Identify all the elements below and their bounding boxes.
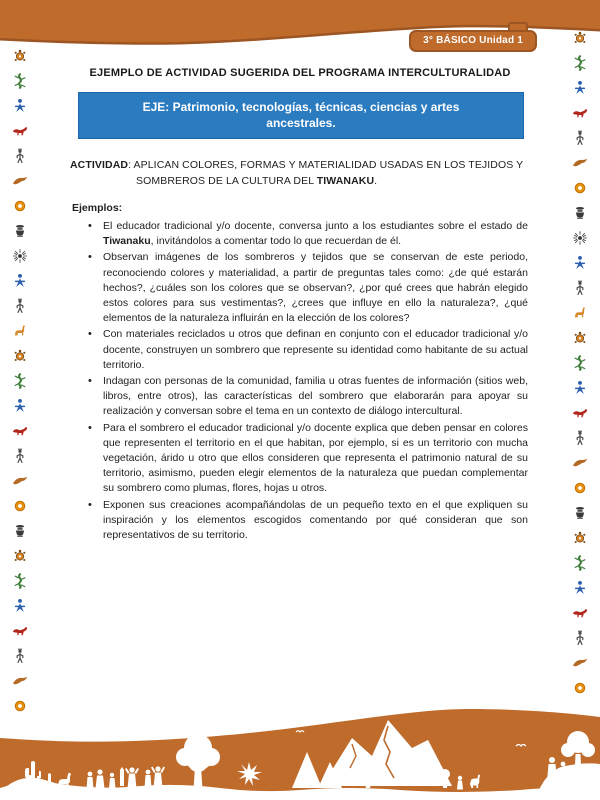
actividad-line: ACTIVIDAD: APLICAN COLORES, FORMAS Y MATERIALIDAD USADAS EN LOS TEJIDOS Y SOMBREROS DE LA CULTURA DEL TIWANAKU.: [70, 159, 524, 187]
figure-icon: [12, 98, 28, 114]
figure-icon: [12, 598, 28, 614]
figure-icon: [572, 255, 588, 271]
person-icon: [12, 648, 28, 664]
turtle-icon: [572, 30, 588, 46]
document-body: [72, 66, 528, 544]
turtle-icon: [12, 348, 28, 364]
flower-icon: [572, 480, 588, 496]
unit-badge: 3° BÁSICO Unidad 1: [409, 30, 537, 52]
condor-icon: [572, 655, 588, 671]
llama-icon: [572, 305, 588, 321]
person-icon: [572, 630, 588, 646]
person-icon: [572, 130, 588, 146]
sun-icon: [572, 230, 588, 246]
lizard-icon: [12, 373, 28, 389]
figure-icon: [572, 580, 588, 596]
right-border-icons: [569, 30, 591, 696]
condor-icon: [572, 455, 588, 471]
turtle-icon: [12, 548, 28, 564]
figure-icon: [12, 273, 28, 289]
list-item: • Con materiales reciclados u otros que definan en conjunto con el educador tradicional y/o docente, construyen un sombrero que represente su identidad como habitante de su actual territorio.: [86, 327, 528, 373]
person-icon: [12, 298, 28, 314]
figure-icon: [572, 80, 588, 96]
turtle-icon: [572, 330, 588, 346]
flower-icon: [572, 680, 588, 696]
lizard-icon: [572, 55, 588, 71]
condor-icon: [572, 155, 588, 171]
flower-icon: [12, 498, 28, 514]
lizard-icon: [12, 73, 28, 89]
turtle-icon: [12, 48, 28, 64]
examples-list: [72, 219, 528, 543]
list-item: • Exponen sus creaciones acompañándolas de un pequeño texto en el que expliquen su inspiración y los elementos escogidos comentando por qué consideran que son representativos de su territorio.: [86, 498, 528, 544]
vase-icon: [572, 505, 588, 521]
sun-icon: [12, 248, 28, 264]
vase-icon: [12, 223, 28, 239]
turtle-icon: [572, 530, 588, 546]
llama-icon: [12, 323, 28, 339]
list-item: • Indagan con personas de la comunidad, familia u otras fuentes de información (sitios web, libros, entre otros), las características del sombrero que elaborarán para apoyar su realización y conversan sobre el tema en un contexto de diálogo intercultural.: [86, 374, 528, 420]
fox-icon: [572, 405, 588, 421]
left-border-icons: [9, 48, 31, 714]
fox-icon: [572, 605, 588, 621]
vase-icon: [572, 205, 588, 221]
eje-heading-box: EJE: Patrimonio, tecnologías, técnicas, ciencias y artes ancestrales.: [78, 92, 524, 139]
flower-icon: [12, 198, 28, 214]
list-item: • Observan imágenes de los sombreros y tejidos que se conservan de este periodo, reconociendo colores y materialidad, a partir de preguntas tales como: ¿de qué estarán hechos?, ¿cuáles son los colores que se observan?, ¿por qué crees que habrán elegido estos colores para sus vestimentas?, ¿crees que influye en ello la naturaleza?, ¿qué elementos de la naturaleza influirán en la elección de los colores?: [86, 250, 528, 326]
person-icon: [12, 448, 28, 464]
person-icon: [12, 148, 28, 164]
fox-icon: [572, 105, 588, 121]
fox-icon: [12, 123, 28, 139]
condor-icon: [12, 173, 28, 189]
vase-icon: [12, 523, 28, 539]
ejemplos-label: Ejemplos:: [72, 202, 123, 214]
figure-icon: [572, 380, 588, 396]
list-item: • Para el sombrero el educador tradicional y/o docente explica que deben pensar en colores que representen el territorio en el que habitan, por ejemplo, si es un territorio con mucha vegetación, árido u otro que ellos consideren que representa el patrimonio natural de su territorio, asimismo, pueden elegir elementos de la naturaleza que puedan complementar su sombrero como plumas, flores, hojas u otros.: [86, 421, 528, 497]
person-icon: [572, 430, 588, 446]
lizard-icon: [572, 555, 588, 571]
person-icon: [572, 280, 588, 296]
fox-icon: [12, 623, 28, 639]
lizard-icon: [572, 355, 588, 371]
list-item: • El educador tradicional y/o docente, conversa junto a los estudiantes sobre el estado de Tiwanaku, invitándolos a comentar todo lo que recuerdan de él.: [86, 219, 528, 249]
flower-icon: [572, 180, 588, 196]
footer-landscape: [0, 700, 600, 800]
fox-icon: [12, 423, 28, 439]
page-title: EJEMPLO DE ACTIVIDAD SUGERIDA DEL PROGRAMA INTERCULTURALIDAD: [89, 67, 511, 79]
lizard-icon: [12, 573, 28, 589]
condor-icon: [12, 473, 28, 489]
figure-icon: [12, 398, 28, 414]
condor-icon: [12, 673, 28, 689]
